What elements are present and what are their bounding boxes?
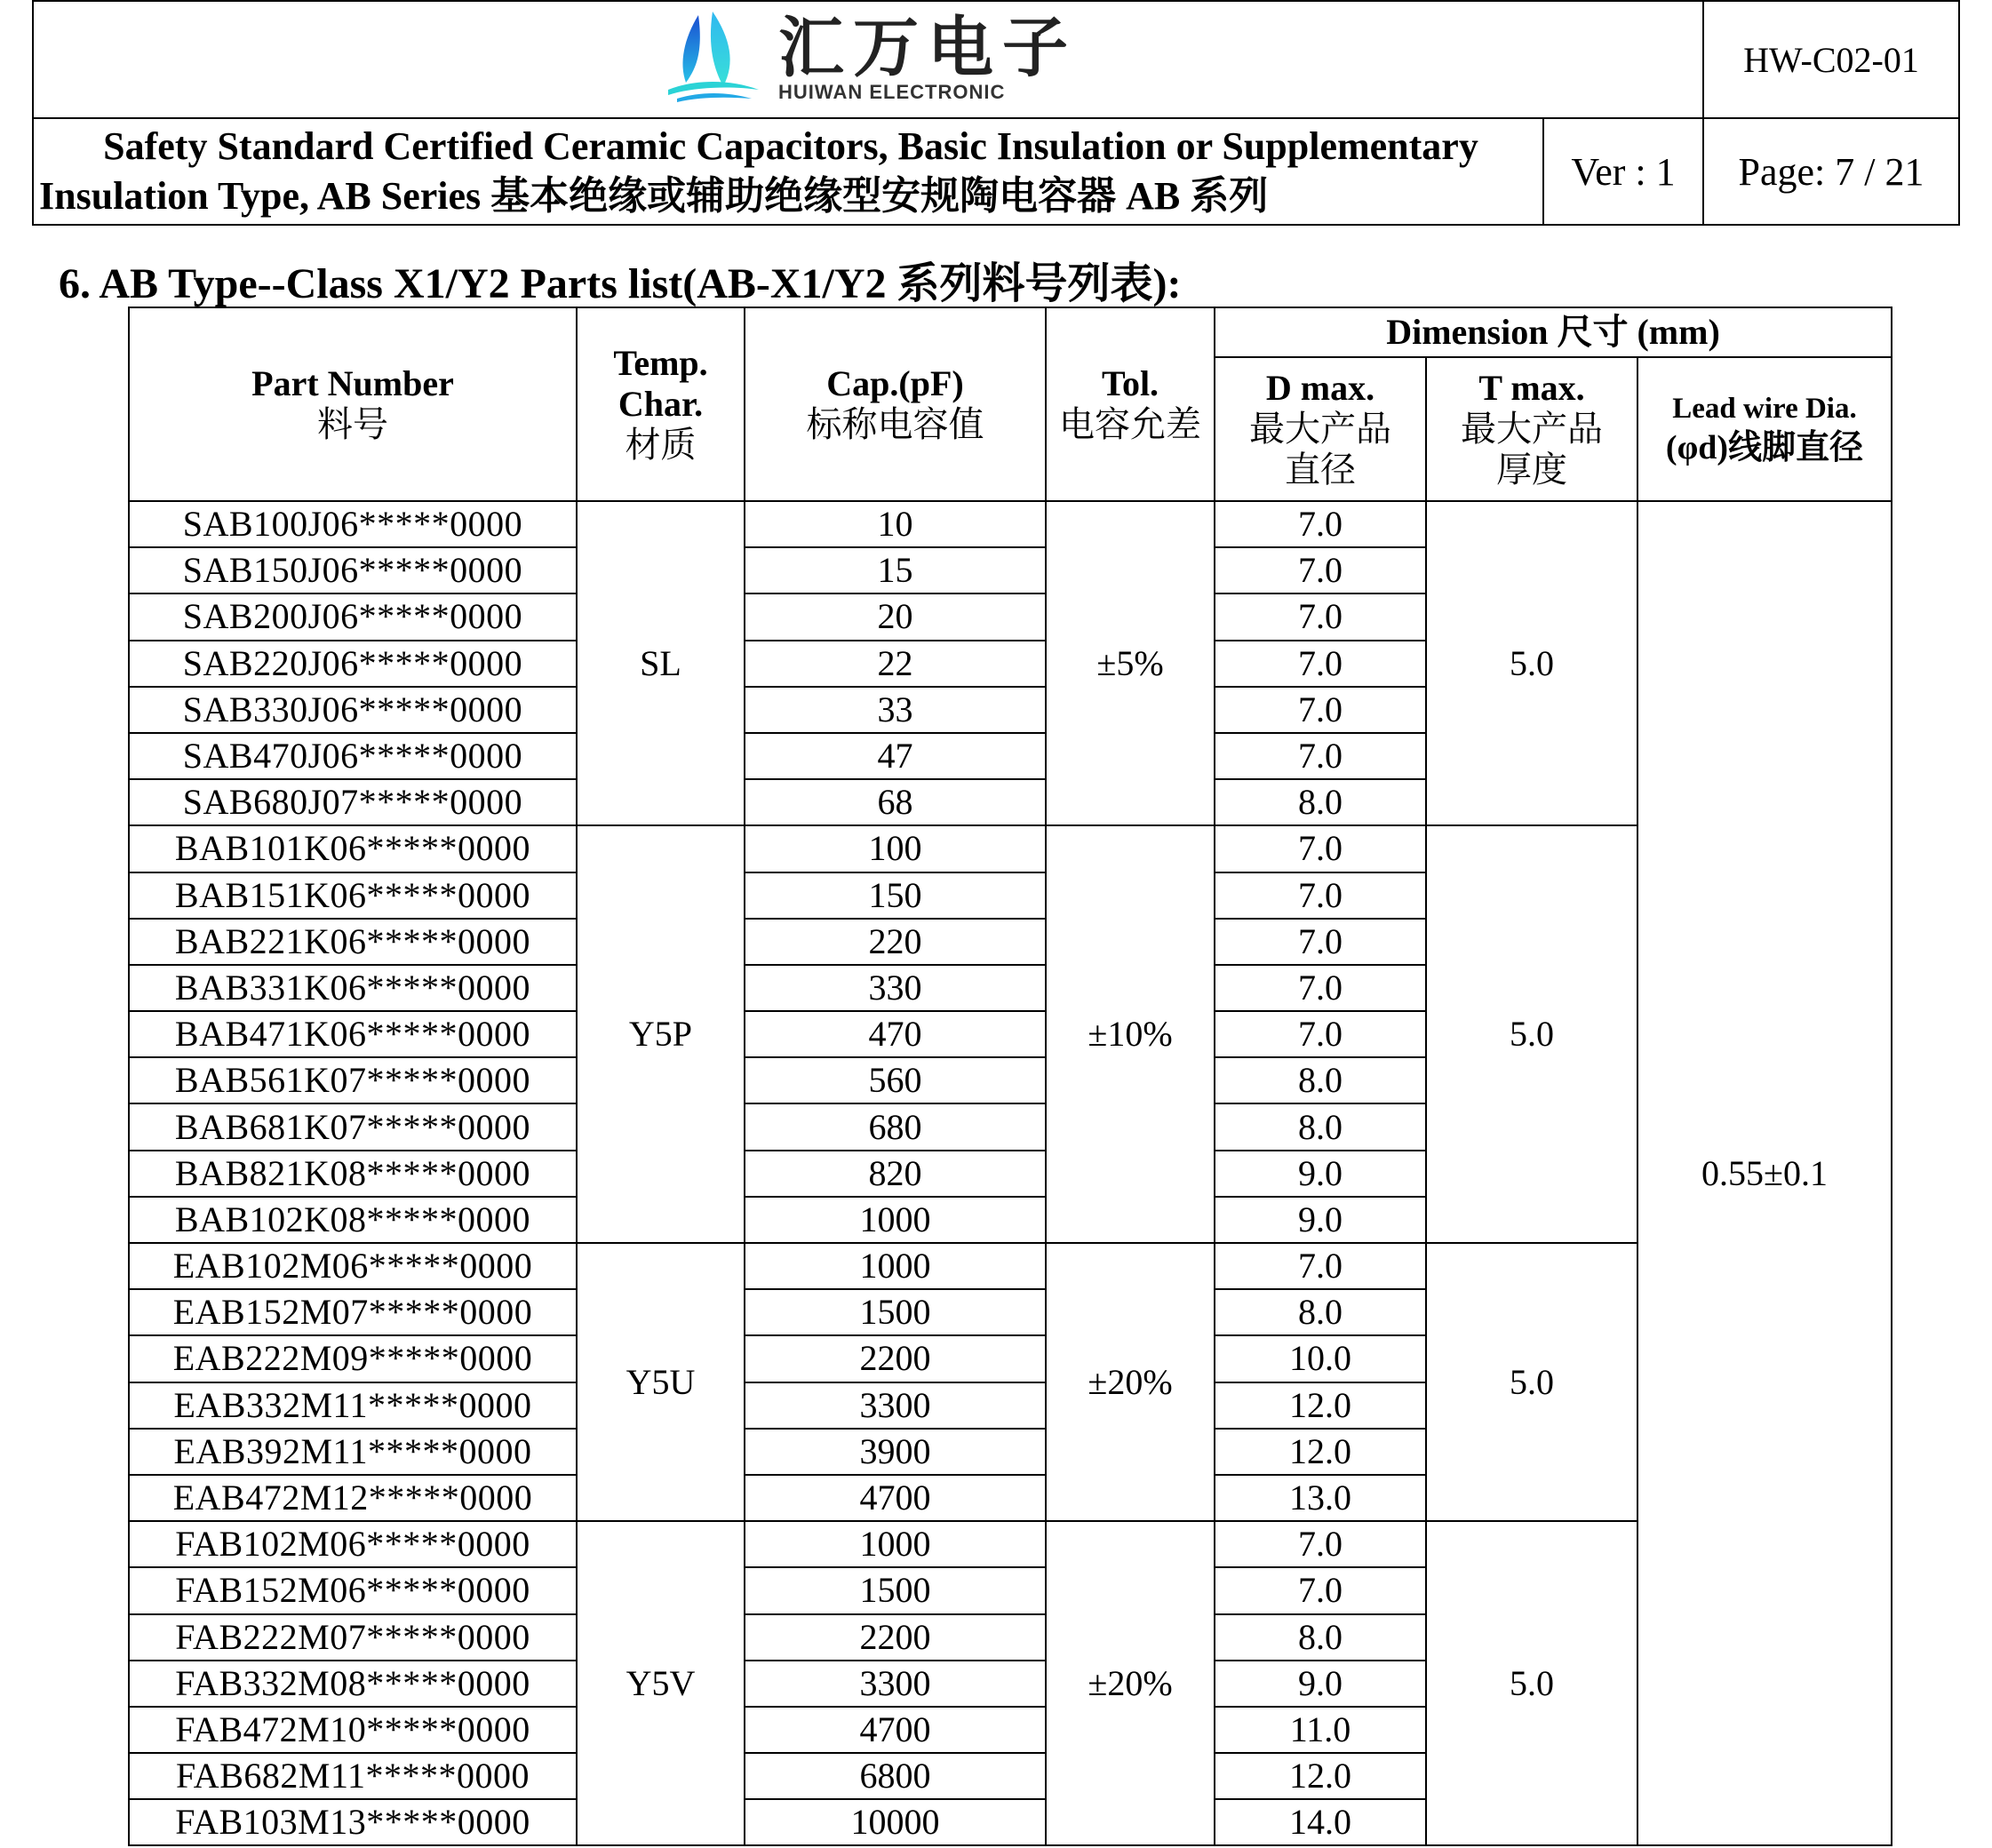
part-number-cell: EAB102M06*****0000: [129, 1243, 577, 1289]
part-number-cell: BAB331K06*****0000: [129, 965, 577, 1011]
d-max-cell: 7.0: [1215, 872, 1426, 919]
part-number-cell: SAB200J06*****0000: [129, 593, 577, 640]
part-number-cell: EAB472M12*****0000: [129, 1475, 577, 1521]
capacitance-cell: 1500: [745, 1289, 1046, 1335]
d-max-cell: 8.0: [1215, 1289, 1426, 1335]
capacitance-cell: 4700: [745, 1475, 1046, 1521]
part-number-cell: FAB103M13*****0000: [129, 1799, 577, 1845]
part-number-cell: FAB472M10*****0000: [129, 1707, 577, 1753]
header-dimension: Dimension 尺寸 (mm): [1215, 307, 1892, 357]
table-row: [129, 825, 1892, 872]
capacitance-cell: 22: [745, 641, 1046, 687]
title-line-2: Insulation Type, AB Series 基本绝缘或辅助绝缘型安规陶电容器 AB 系列: [39, 174, 1269, 218]
temp-char-cell: Y5V: [577, 1521, 745, 1845]
temp-char-cell: Y5P: [577, 825, 745, 1243]
header-lead-wire: Lead wire Dia. (φd)线脚直径: [1637, 357, 1892, 501]
capacitance-cell: 6800: [745, 1753, 1046, 1799]
capacitance-cell: 15: [745, 547, 1046, 593]
d-max-cell: 9.0: [1215, 1661, 1426, 1707]
logo-english-name: HUIWAN ELECTRONIC: [778, 80, 1006, 103]
company-logo: [659, 8, 1077, 108]
page-number: Page: 7 / 21: [1703, 118, 1959, 225]
capacitance-cell: 150: [745, 872, 1046, 919]
tolerance-cell: ±5%: [1046, 501, 1215, 825]
t-max-cell: 5.0: [1426, 501, 1637, 825]
part-number-cell: SAB220J06*****0000: [129, 641, 577, 687]
capacitance-cell: 4700: [745, 1707, 1046, 1753]
d-max-cell: 9.0: [1215, 1151, 1426, 1197]
capacitance-cell: 10: [745, 501, 1046, 547]
part-number-cell: EAB222M09*****0000: [129, 1335, 577, 1382]
document-title: [33, 118, 1543, 225]
capacitance-cell: 68: [745, 779, 1046, 825]
version-label: Ver : 1: [1543, 118, 1703, 225]
capacitance-cell: 20: [745, 593, 1046, 640]
capacitance-cell: 1500: [745, 1567, 1046, 1613]
logo-chinese-name: 汇万电子: [778, 9, 1077, 86]
capacitance-cell: 680: [745, 1103, 1046, 1150]
parts-table-body: [129, 501, 1892, 1845]
part-number-cell: SAB330J06*****0000: [129, 687, 577, 733]
d-max-cell: 7.0: [1215, 501, 1426, 547]
part-number-cell: FAB682M11*****0000: [129, 1753, 577, 1799]
d-max-cell: 12.0: [1215, 1429, 1426, 1475]
part-number-cell: BAB151K06*****0000: [129, 872, 577, 919]
part-number-cell: BAB821K08*****0000: [129, 1151, 577, 1197]
capacitance-cell: 47: [745, 733, 1046, 779]
part-number-cell: EAB332M11*****0000: [129, 1382, 577, 1429]
part-number-cell: BAB561K07*****0000: [129, 1057, 577, 1103]
d-max-cell: 13.0: [1215, 1475, 1426, 1521]
part-number-cell: SAB470J06*****0000: [129, 733, 577, 779]
d-max-cell: 7.0: [1215, 641, 1426, 687]
capacitance-cell: 100: [745, 825, 1046, 872]
d-max-cell: 8.0: [1215, 1614, 1426, 1661]
d-max-cell: 7.0: [1215, 919, 1426, 965]
t-max-cell: 5.0: [1426, 1243, 1637, 1521]
d-max-cell: 7.0: [1215, 1567, 1426, 1613]
part-number-cell: FAB152M06*****0000: [129, 1567, 577, 1613]
part-number-cell: SAB680J07*****0000: [129, 779, 577, 825]
capacitance-cell: 3900: [745, 1429, 1046, 1475]
d-max-cell: 7.0: [1215, 1011, 1426, 1057]
header-capacitance: Cap.(pF) 标称电容值: [745, 307, 1046, 501]
d-max-cell: 8.0: [1215, 1057, 1426, 1103]
lead-wire-dia-cell: 0.55±0.1: [1637, 501, 1892, 1845]
table-row: [129, 1243, 1892, 1289]
header-tolerance: Tol. 电容允差: [1046, 307, 1215, 501]
capacitance-cell: 820: [745, 1151, 1046, 1197]
section-title: 6. AB Type--Class X1/Y2 Parts list(AB-X1/Y2 系列料号列表):: [59, 260, 1182, 307]
d-max-cell: 8.0: [1215, 779, 1426, 825]
capacitance-cell: 1000: [745, 1197, 1046, 1243]
d-max-cell: 7.0: [1215, 547, 1426, 593]
capacitance-cell: 2200: [745, 1614, 1046, 1661]
parts-list-table: [128, 307, 1892, 1846]
d-max-cell: 7.0: [1215, 825, 1426, 872]
d-max-cell: 11.0: [1215, 1707, 1426, 1753]
part-number-cell: FAB222M07*****0000: [129, 1614, 577, 1661]
temp-char-cell: SL: [577, 501, 745, 825]
d-max-cell: 8.0: [1215, 1103, 1426, 1150]
d-max-cell: 12.0: [1215, 1753, 1426, 1799]
d-max-cell: 7.0: [1215, 687, 1426, 733]
header-part-number: Part Number 料号: [129, 307, 577, 501]
part-number-cell: BAB102K08*****0000: [129, 1197, 577, 1243]
d-max-cell: 10.0: [1215, 1335, 1426, 1382]
d-max-cell: 7.0: [1215, 1243, 1426, 1289]
tolerance-cell: ±20%: [1046, 1243, 1215, 1521]
part-number-cell: FAB102M06*****0000: [129, 1521, 577, 1567]
capacitance-cell: 3300: [745, 1661, 1046, 1707]
capacitance-cell: 470: [745, 1011, 1046, 1057]
t-max-cell: 5.0: [1426, 825, 1637, 1243]
d-max-cell: 14.0: [1215, 1799, 1426, 1845]
capacitance-cell: 560: [745, 1057, 1046, 1103]
part-number-cell: EAB152M07*****0000: [129, 1289, 577, 1335]
table-row: [129, 501, 1892, 547]
part-number-cell: EAB392M11*****0000: [129, 1429, 577, 1475]
capacitance-cell: 1000: [745, 1243, 1046, 1289]
d-max-cell: 9.0: [1215, 1197, 1426, 1243]
logo-cell: [33, 1, 1703, 118]
capacitance-cell: 1000: [745, 1521, 1046, 1567]
part-number-cell: BAB101K06*****0000: [129, 825, 577, 872]
document-header: [32, 0, 1960, 226]
header-temp-char: Temp. Char. 材质: [577, 307, 745, 501]
table-row: [129, 1521, 1892, 1567]
part-number-cell: SAB100J06*****0000: [129, 501, 577, 547]
part-number-cell: FAB332M08*****0000: [129, 1661, 577, 1707]
doc-code: HW-C02-01: [1703, 1, 1959, 118]
part-number-cell: BAB221K06*****0000: [129, 919, 577, 965]
capacitance-cell: 3300: [745, 1382, 1046, 1429]
d-max-cell: 7.0: [1215, 593, 1426, 640]
capacitance-cell: 2200: [745, 1335, 1046, 1382]
sail-logo-icon: [659, 8, 766, 108]
d-max-cell: 7.0: [1215, 965, 1426, 1011]
d-max-cell: 12.0: [1215, 1382, 1426, 1429]
tolerance-cell: ±20%: [1046, 1521, 1215, 1845]
part-number-cell: BAB681K07*****0000: [129, 1103, 577, 1150]
capacitance-cell: 10000: [745, 1799, 1046, 1845]
temp-char-cell: Y5U: [577, 1243, 745, 1521]
header-d-max: D max. 最大产品 直径: [1215, 357, 1426, 501]
tolerance-cell: ±10%: [1046, 825, 1215, 1243]
capacitance-cell: 330: [745, 965, 1046, 1011]
part-number-cell: BAB471K06*****0000: [129, 1011, 577, 1057]
d-max-cell: 7.0: [1215, 1521, 1426, 1567]
capacitance-cell: 220: [745, 919, 1046, 965]
part-number-cell: SAB150J06*****0000: [129, 547, 577, 593]
t-max-cell: 5.0: [1426, 1521, 1637, 1845]
title-line-1: Safety Standard Certified Ceramic Capacitors, Basic Insulation or Supplementary: [103, 124, 1478, 168]
d-max-cell: 7.0: [1215, 733, 1426, 779]
capacitance-cell: 33: [745, 687, 1046, 733]
header-t-max: T max. 最大产品 厚度: [1426, 357, 1637, 501]
